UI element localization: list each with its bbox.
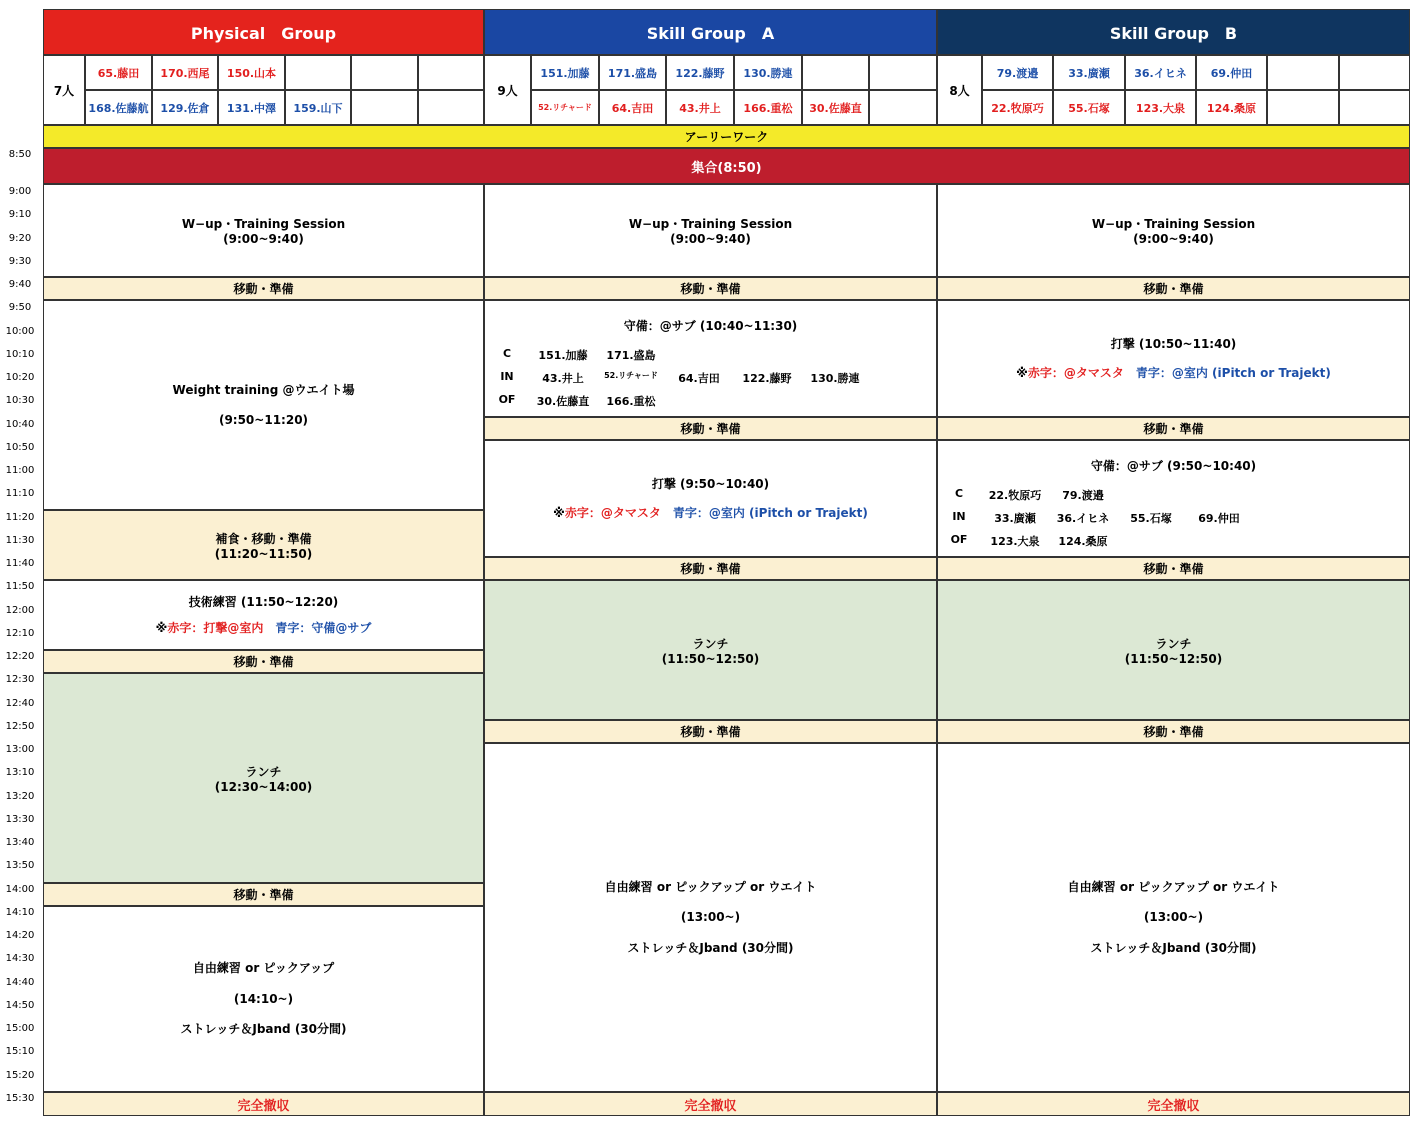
time-label: 11:00: [5, 465, 35, 476]
position-label: OF: [950, 533, 968, 546]
free-title: 自由練習 or ピックアップ or ウエイト: [604, 879, 817, 894]
final-cleanup-label: 完全撤収: [684, 1098, 737, 1114]
defense-player: 69.仲田: [1198, 512, 1240, 525]
physical-weight-block: [43, 300, 484, 510]
move-prep-bar: [937, 277, 1410, 300]
player-cell: 65.藤田: [85, 55, 152, 90]
player-cell: [869, 55, 937, 90]
assembly-bar: [43, 148, 1410, 184]
time-label: 13:20: [5, 791, 35, 802]
group-count: 9人: [484, 55, 531, 125]
free-title: 自由練習 or ピックアップ: [192, 961, 335, 976]
defense-player: 43.井上: [542, 372, 584, 385]
final-cleanup-bar: [43, 1092, 484, 1116]
time-label: 8:50: [8, 149, 32, 160]
move-prep-label: 移動・準備: [680, 282, 741, 296]
defense-title: 守備：@サブ (10:40~11:30): [623, 319, 798, 333]
time-label: 10:40: [5, 419, 35, 430]
move-prep-label: 移動・準備: [233, 282, 294, 296]
time-label: 11:20: [5, 512, 35, 523]
lunch-time: (11:50~12:50): [1124, 651, 1223, 666]
defense-player: 124.桑原: [1058, 535, 1108, 548]
weight-title: Weight training @ウエイト場: [172, 382, 355, 397]
note-prefix: ※: [155, 621, 168, 635]
player-cell: 166.重松: [734, 90, 802, 125]
physical-lunch-block: [43, 673, 484, 883]
defense-player: 52.リチャード: [604, 371, 658, 380]
move-prep-label: 移動・準備: [1143, 562, 1204, 576]
time-label: 14:30: [5, 953, 35, 964]
player-cell: [418, 90, 484, 125]
group-count: 7人: [43, 55, 85, 125]
group-header: [484, 9, 937, 55]
skillA-free-block: [484, 743, 937, 1092]
wup-title: W−up・Training Session: [1091, 217, 1256, 231]
position-label: C: [954, 487, 964, 500]
wup-title: W−up・Training Session: [628, 217, 793, 231]
time-label: 10:10: [5, 349, 35, 360]
time-label: 14:20: [5, 930, 35, 941]
time-label: 12:50: [5, 721, 35, 732]
time-label: 12:30: [5, 674, 35, 685]
lunch-title: ランチ: [692, 636, 729, 651]
time-label: 12:10: [5, 628, 35, 639]
note-red: 赤字：打撃@室内: [167, 621, 264, 635]
lunch-title: ランチ: [1155, 636, 1192, 651]
final-cleanup-bar: [937, 1092, 1410, 1116]
position-label: IN: [500, 370, 514, 383]
position-label: C: [502, 347, 512, 360]
assembly-label: 集合(8:50): [691, 160, 762, 176]
move-prep-bar: [43, 883, 484, 906]
defense-player: 30.佐藤直: [536, 395, 590, 408]
player-cell: [1267, 90, 1339, 125]
batting-title: 打撃 (10:50~11:40): [1110, 337, 1237, 352]
time-label: 10:30: [5, 395, 35, 406]
defense-player: 166.重松: [606, 395, 656, 408]
wup-time: (9:00~9:40): [1133, 232, 1214, 246]
skillB-wup-block: [937, 184, 1410, 277]
time-label: 14:10: [5, 907, 35, 918]
free-stretch: ストレッチ＆Jband (30分間): [627, 940, 794, 955]
skillA-wup-block: [484, 184, 937, 277]
player-cell: [351, 55, 418, 90]
player-cell: 130.勝連: [734, 55, 802, 90]
group-header: [937, 9, 1410, 55]
player-cell: 168.佐藤航: [85, 90, 152, 125]
move-prep-label: 移動・準備: [680, 562, 741, 576]
move-prep-bar: [484, 720, 937, 743]
player-cell: [351, 90, 418, 125]
position-label: OF: [498, 393, 516, 406]
defense-player: 79.渡邉: [1062, 489, 1104, 502]
player-cell: 123.大泉: [1125, 90, 1196, 125]
note-red: 赤字：@タマスタ: [564, 505, 661, 520]
defense-player: 55.石塚: [1130, 512, 1172, 525]
free-title: 自由練習 or ピックアップ or ウエイト: [1067, 879, 1280, 894]
defense-title: 守備：@サブ (9:50~10:40): [1090, 459, 1257, 473]
player-cell: 124.桑原: [1196, 90, 1267, 125]
move-prep-label: 移動・準備: [1143, 725, 1204, 739]
defense-player: 22.牧原巧: [988, 489, 1042, 502]
time-label: 9:10: [8, 209, 32, 220]
time-label: 13:00: [5, 744, 35, 755]
skillA-lunch-block: [484, 580, 937, 720]
defense-player: 130.勝連: [810, 372, 860, 385]
defense-player: 122.藤野: [742, 372, 792, 385]
time-label: 12:20: [5, 651, 35, 662]
time-label: 9:00: [8, 186, 32, 197]
time-label: 13:10: [5, 767, 35, 778]
free-stretch: ストレッチ＆Jband (30分間): [1090, 940, 1257, 955]
snack-time: (11:20~11:50): [214, 546, 313, 561]
player-cell: [802, 55, 869, 90]
player-cell: 64.吉田: [599, 90, 666, 125]
time-label: 9:50: [8, 302, 32, 313]
group-title: Skill Group A: [646, 23, 775, 43]
lunch-time: (11:50~12:50): [661, 651, 760, 666]
player-cell: [285, 55, 351, 90]
time-label: 11:50: [5, 581, 35, 592]
player-cell: 122.藤野: [666, 55, 734, 90]
move-prep-label: 移動・準備: [233, 655, 294, 669]
time-label: 11:40: [5, 558, 35, 569]
player-cell: 43.井上: [666, 90, 734, 125]
time-label: 12:40: [5, 698, 35, 709]
group-count: 8人: [937, 55, 982, 125]
player-cell: [1339, 55, 1410, 90]
physical-tech-block: [43, 580, 484, 650]
physical-snack-block: [43, 510, 484, 580]
note-blue: 青字：@室内 (iPitch or Trajekt): [1135, 365, 1331, 380]
wup-time: (9:00~9:40): [223, 232, 304, 246]
time-label: 9:40: [8, 279, 32, 290]
time-label: 9:30: [8, 256, 32, 267]
batting-title: 打撃 (9:50~10:40): [651, 477, 770, 492]
defense-player: 64.吉田: [678, 372, 720, 385]
free-time: (13:00~): [1143, 910, 1204, 925]
group-header: [43, 9, 484, 55]
note-red: 赤字：@タマスタ: [1027, 365, 1124, 380]
early-work-label: アーリーワーク: [684, 130, 769, 144]
skillB-free-block: [937, 743, 1410, 1092]
tech-note: [156, 621, 372, 635]
tech-title: 技術練習 (11:50~12:20): [188, 594, 339, 609]
defense-player: 36.イヒネ: [1056, 512, 1110, 525]
move-prep-bar: [937, 557, 1410, 580]
move-prep-label: 移動・準備: [233, 888, 294, 902]
player-cell: 36.イヒネ: [1125, 55, 1196, 90]
free-time: (14:10~): [233, 991, 294, 1006]
player-cell: 151.加藤: [531, 55, 599, 90]
time-label: 9:20: [8, 233, 32, 244]
skillA-batting-block: [484, 440, 937, 557]
time-label: 11:30: [5, 535, 35, 546]
move-prep-bar: [43, 277, 484, 300]
free-time: (13:00~): [680, 910, 741, 925]
group-title: Physical Group: [190, 23, 337, 43]
time-label: 11:10: [5, 488, 35, 499]
time-label: 12:00: [5, 605, 35, 616]
final-cleanup-label: 完全撤収: [237, 1098, 290, 1114]
player-cell: 33.廣瀬: [1053, 55, 1125, 90]
lunch-title: ランチ: [245, 764, 282, 779]
time-label: 15:20: [5, 1070, 35, 1081]
group-title: Skill Group B: [1109, 23, 1238, 43]
early-work-bar: [43, 125, 1410, 148]
time-label: 13:30: [5, 814, 35, 825]
move-prep-label: 移動・準備: [680, 422, 741, 436]
time-label: 10:50: [5, 442, 35, 453]
time-label: 15:00: [5, 1023, 35, 1034]
time-label: 14:40: [5, 977, 35, 988]
move-prep-bar: [484, 557, 937, 580]
move-prep-bar: [937, 720, 1410, 743]
note-blue: 青字：守備@サブ: [275, 621, 372, 635]
defense-player: 33.廣瀬: [994, 512, 1036, 525]
weight-time: (9:50~11:20): [218, 413, 309, 427]
defense-player: 123.大泉: [990, 535, 1040, 548]
player-cell: 150.山本: [218, 55, 285, 90]
lunch-time: (12:30~14:00): [214, 779, 313, 794]
defense-player: 151.加藤: [538, 349, 588, 362]
time-label: 10:20: [5, 372, 35, 383]
batting-note: [1016, 366, 1331, 380]
move-prep-label: 移動・準備: [1143, 282, 1204, 296]
physical-wup-block: [43, 184, 484, 277]
free-stretch: ストレッチ＆Jband (30分間): [180, 1022, 347, 1037]
defense-player: 171.盛島: [606, 349, 656, 362]
time-label: 15:30: [5, 1093, 35, 1104]
move-prep-label: 移動・準備: [1143, 422, 1204, 436]
player-cell: 52.リチャード: [531, 90, 599, 125]
player-cell: 159.山下: [285, 90, 351, 125]
player-cell: 30.佐藤直: [802, 90, 869, 125]
player-cell: 170.西尾: [152, 55, 218, 90]
snack-title: 補食・移動・準備: [215, 531, 312, 546]
physical-free-block: [43, 906, 484, 1092]
batting-note: [553, 506, 868, 520]
move-prep-bar: [43, 650, 484, 673]
move-prep-bar: [484, 417, 937, 440]
time-label: 14:50: [5, 1000, 35, 1011]
player-cell: [869, 90, 937, 125]
move-prep-bar: [484, 277, 937, 300]
player-cell: 79.渡邉: [982, 55, 1053, 90]
note-prefix: ※: [553, 505, 565, 520]
player-cell: 131.中澤: [218, 90, 285, 125]
note-blue: 青字：@室内 (iPitch or Trajekt): [672, 505, 868, 520]
final-cleanup-bar: [484, 1092, 937, 1116]
player-cell: [418, 55, 484, 90]
time-label: 15:10: [5, 1046, 35, 1057]
move-prep-label: 移動・準備: [680, 725, 741, 739]
skillB-batting-block: [937, 300, 1410, 417]
player-cell: 171.盛島: [599, 55, 666, 90]
player-cell: 129.佐倉: [152, 90, 218, 125]
wup-title: W−up・Training Session: [181, 217, 346, 231]
player-cell: 55.石塚: [1053, 90, 1125, 125]
position-label: IN: [952, 510, 966, 523]
skillB-lunch-block: [937, 580, 1410, 720]
time-label: 13:40: [5, 837, 35, 848]
note-prefix: ※: [1016, 365, 1028, 380]
final-cleanup-label: 完全撤収: [1147, 1098, 1200, 1114]
player-cell: [1339, 90, 1410, 125]
player-cell: 69.仲田: [1196, 55, 1267, 90]
player-cell: [1267, 55, 1339, 90]
time-label: 10:00: [5, 326, 35, 337]
move-prep-bar: [937, 417, 1410, 440]
player-cell: 22.牧原巧: [982, 90, 1053, 125]
time-label: 14:00: [5, 884, 35, 895]
wup-time: (9:00~9:40): [670, 232, 751, 246]
time-label: 13:50: [5, 860, 35, 871]
